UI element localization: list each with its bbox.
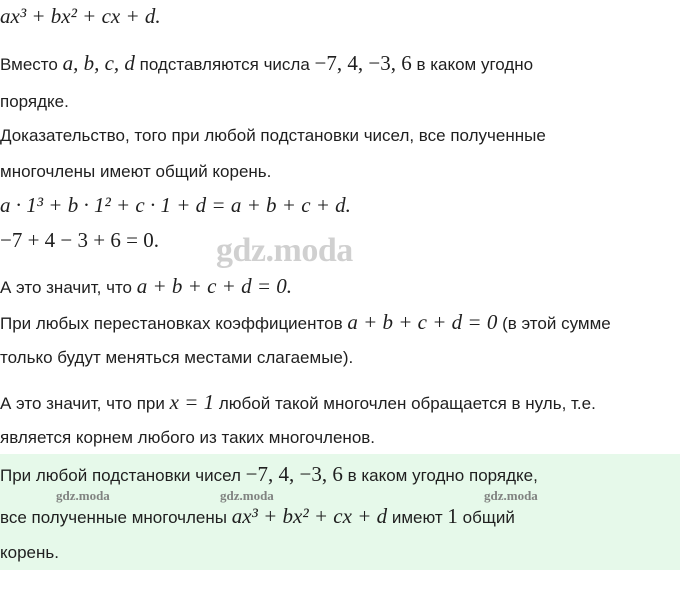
polynomial-formula: ax³ + bx² + cx + d.: [0, 4, 161, 28]
text-line-8: [0, 274, 292, 300]
substitution-formula: a · 1³ + b · 1² + c · 1 + d = a + b + c + d.: [0, 193, 351, 217]
text-segment: подставляются числа: [139, 55, 310, 74]
sum-zero-formula: a + b + c + d = 0: [347, 310, 498, 334]
text-line-9: [0, 310, 611, 336]
text-line-12: является корнем любого из таких многочленов.: [0, 428, 376, 447]
watermark-large: gdz.moda: [216, 232, 353, 269]
text-line-10: только будут меняться местами слагаемые).: [0, 348, 354, 367]
text-line-3: порядке.: [0, 92, 69, 111]
answer-line-2: [0, 504, 515, 530]
text-segment: в каком угодно порядке,: [347, 466, 538, 485]
sum-formula: −7 + 4 − 3 + 6 = 0.: [0, 228, 159, 252]
text-line-2: [0, 51, 533, 77]
watermark-small-2: gdz.moda: [220, 488, 274, 503]
watermark-small-3: gdz.moda: [484, 488, 538, 503]
text-segment: общий: [462, 508, 515, 527]
text-segment: Вместо: [0, 55, 58, 74]
text-segment: А это значит, что: [0, 278, 133, 297]
formula-line-6: [0, 193, 351, 219]
text-segment: имеют: [391, 508, 443, 527]
text-segment: все полученные многочлены: [0, 508, 227, 527]
polynomial-formula: ax³ + bx² + cx + d: [231, 504, 388, 528]
numbers-formula: −7, 4, −3, 6: [314, 51, 412, 75]
text-segment: в каком угодно: [416, 55, 534, 74]
answer-box: [0, 454, 680, 570]
variables-formula: a, b, c, d: [62, 51, 135, 75]
x-equals-one-formula: x = 1: [169, 390, 215, 414]
text-segment: При любой подстановки чисел: [0, 466, 241, 485]
text-line-11: [0, 390, 596, 416]
formula-line-7: [0, 228, 159, 254]
text-segment: При любых перестановках коэффициентов: [0, 314, 343, 333]
answer-line-3: корень.: [0, 543, 59, 562]
answer-line-1: [0, 462, 538, 488]
watermark-small-1: gdz.moda: [56, 488, 110, 503]
text-segment: любой такой многочлен обращается в нуль, т.е.: [218, 394, 596, 413]
text-line-5: многочлены имеют общий корень.: [0, 162, 272, 181]
text-segment: (в этой сумме: [502, 314, 611, 333]
text-line-4: Доказательство, того при любой подстановки чисел, все полученные: [0, 126, 546, 145]
numbers-formula: −7, 4, −3, 6: [245, 462, 343, 486]
number-one: 1: [447, 504, 458, 528]
formula-line-1: [0, 4, 161, 30]
text-segment: А это значит, что при: [0, 394, 165, 413]
sum-zero-formula: a + b + c + d = 0.: [136, 274, 293, 298]
